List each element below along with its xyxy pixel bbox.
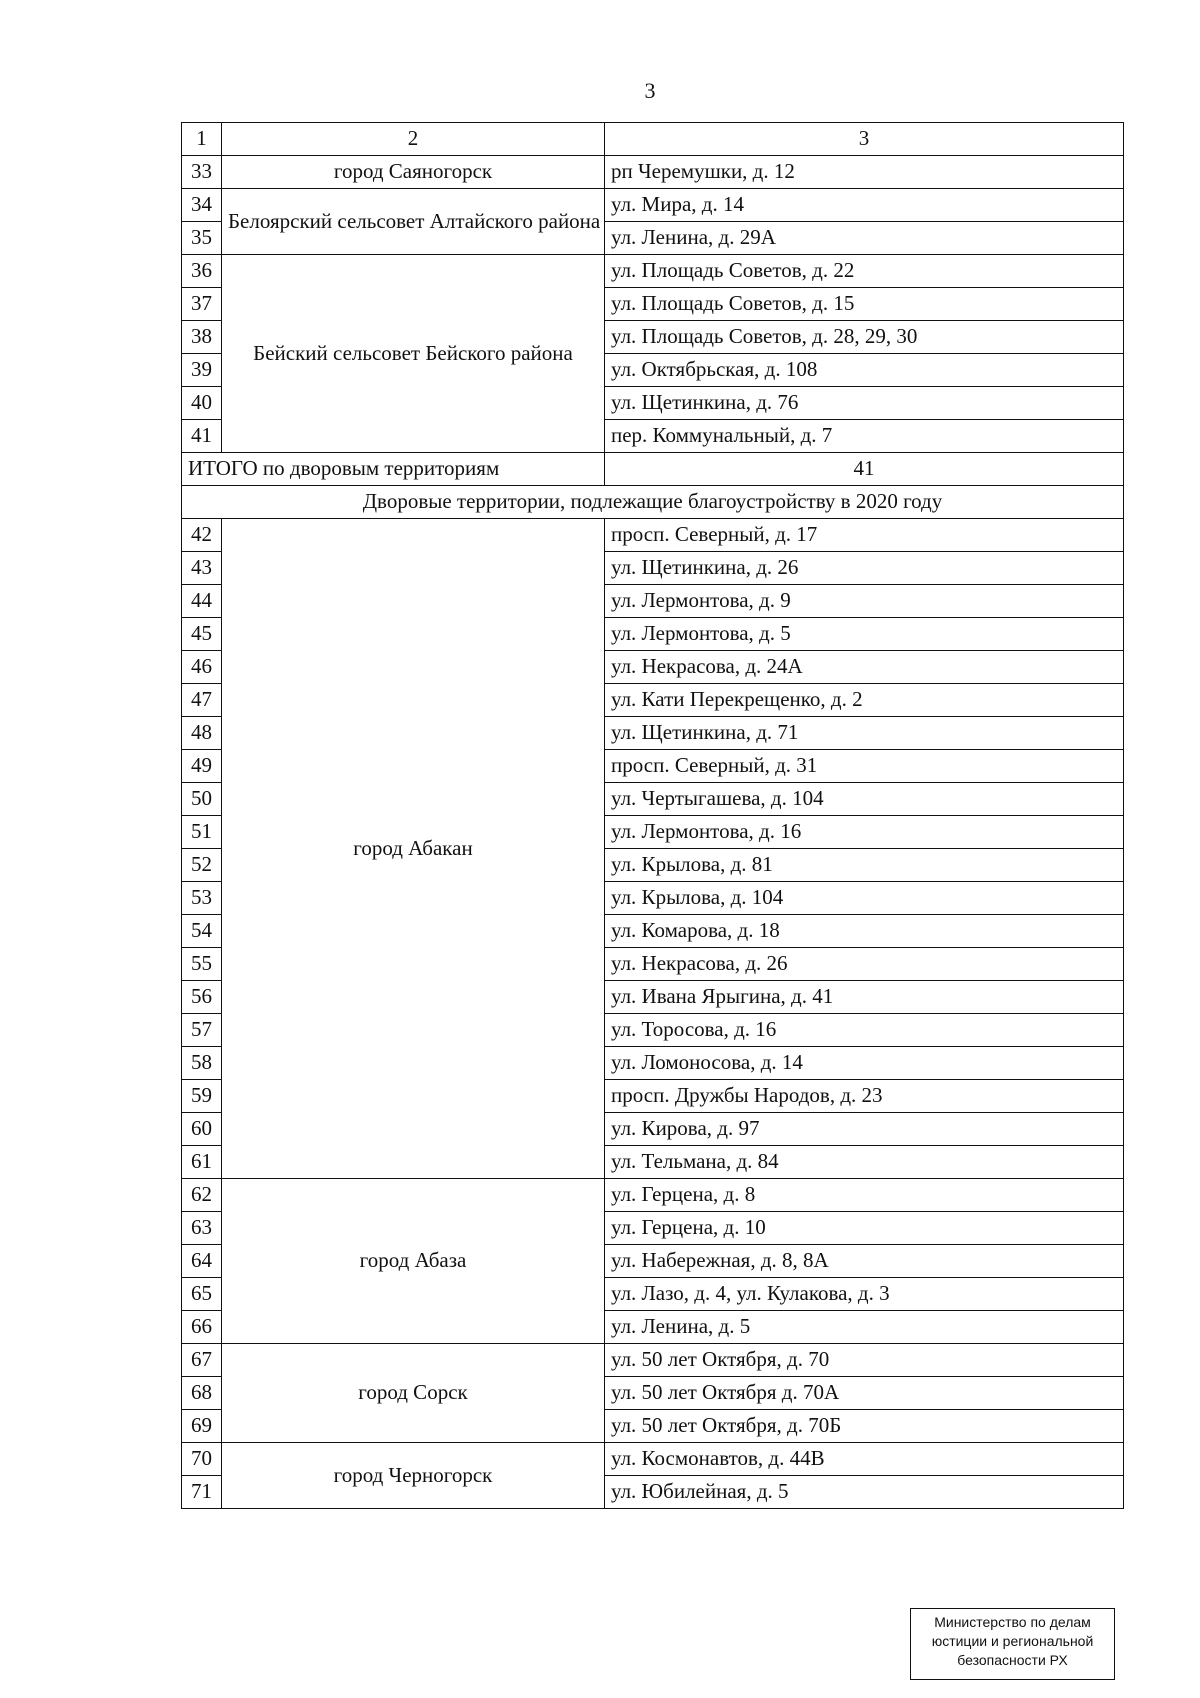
row-number: 41 [182, 420, 222, 453]
address-cell: ул. Кати Перекрещенко, д. 2 [605, 684, 1124, 717]
address-cell: ул. 50 лет Октября д. 70А [605, 1377, 1124, 1410]
row-number: 71 [182, 1476, 222, 1509]
row-number: 51 [182, 816, 222, 849]
stamp-line: безопасности РХ [957, 1652, 1068, 1668]
row-number: 35 [182, 222, 222, 255]
address-cell: просп. Дружбы Народов, д. 23 [605, 1080, 1124, 1113]
address-cell: ул. Комарова, д. 18 [605, 915, 1124, 948]
address-cell: ул. Мира, д. 14 [605, 189, 1124, 222]
address-cell: ул. Некрасова, д. 26 [605, 948, 1124, 981]
row-number: 48 [182, 717, 222, 750]
row-number: 33 [182, 156, 222, 189]
address-cell: ул. Торосова, д. 16 [605, 1014, 1124, 1047]
row-number: 52 [182, 849, 222, 882]
address-cell: ул. Кирова, д. 97 [605, 1113, 1124, 1146]
address-cell: ул. Тельмана, д. 84 [605, 1146, 1124, 1179]
address-cell: ул. Площадь Советов, д. 28, 29, 30 [605, 321, 1124, 354]
row-number: 43 [182, 552, 222, 585]
address-cell: ул. Щетинкина, д. 26 [605, 552, 1124, 585]
total-value: 41 [605, 453, 1124, 486]
table-row [182, 1179, 1124, 1212]
row-number: 49 [182, 750, 222, 783]
municipality-cell: Белоярский сельсовет Алтайского района [222, 189, 605, 255]
address-cell: ул. Ивана Ярыгина, д. 41 [605, 981, 1124, 1014]
row-number: 46 [182, 651, 222, 684]
address-cell: ул. Герцена, д. 10 [605, 1212, 1124, 1245]
address-cell: ул. Лермонтова, д. 5 [605, 618, 1124, 651]
row-number: 34 [182, 189, 222, 222]
address-cell: ул. Крылова, д. 81 [605, 849, 1124, 882]
total-row [182, 453, 1124, 486]
row-number: 56 [182, 981, 222, 1014]
header-col-3: 3 [605, 123, 1124, 156]
row-number: 67 [182, 1344, 222, 1377]
row-number: 53 [182, 882, 222, 915]
row-number: 64 [182, 1245, 222, 1278]
row-number: 61 [182, 1146, 222, 1179]
municipality-cell: город Саяногорск [222, 156, 605, 189]
row-number: 70 [182, 1443, 222, 1476]
row-number: 50 [182, 783, 222, 816]
address-cell: ул. Юбилейная, д. 5 [605, 1476, 1124, 1509]
page-number: 3 [644, 78, 656, 103]
row-number: 37 [182, 288, 222, 321]
row-number: 62 [182, 1179, 222, 1212]
address-cell: ул. Лермонтова, д. 16 [605, 816, 1124, 849]
courtyards-table [181, 122, 1124, 1509]
municipality-cell: город Сорск [222, 1344, 605, 1443]
address-cell: ул. Космонавтов, д. 44В [605, 1443, 1124, 1476]
row-number: 57 [182, 1014, 222, 1047]
municipality-cell: город Абакан [222, 519, 605, 1179]
municipality-cell: город Абаза [222, 1179, 605, 1344]
stamp-line: Министерство по делам [934, 1614, 1091, 1630]
header-col-2: 2 [222, 123, 605, 156]
row-number: 55 [182, 948, 222, 981]
address-cell: ул. Октябрьская, д. 108 [605, 354, 1124, 387]
row-number: 65 [182, 1278, 222, 1311]
address-cell: ул. Щетинкина, д. 76 [605, 387, 1124, 420]
row-number: 44 [182, 585, 222, 618]
header-col-1: 1 [182, 123, 222, 156]
address-cell: ул. Щетинкина, д. 71 [605, 717, 1124, 750]
row-number: 63 [182, 1212, 222, 1245]
header-row [182, 123, 1124, 156]
table-row [182, 1344, 1124, 1377]
row-number: 60 [182, 1113, 222, 1146]
table-row [182, 519, 1124, 552]
address-cell: рп Черемушки, д. 12 [605, 156, 1124, 189]
municipality-cell: Бейский сельсовет Бейского района [222, 255, 605, 453]
total-label: ИТОГО по дворовым территориям [182, 453, 605, 486]
address-cell: просп. Северный, д. 31 [605, 750, 1124, 783]
row-number: 68 [182, 1377, 222, 1410]
row-number: 39 [182, 354, 222, 387]
row-number: 58 [182, 1047, 222, 1080]
row-number: 66 [182, 1311, 222, 1344]
row-number: 69 [182, 1410, 222, 1443]
row-number: 38 [182, 321, 222, 354]
address-cell: ул. Некрасова, д. 24А [605, 651, 1124, 684]
row-number: 40 [182, 387, 222, 420]
municipality-cell: город Черногорск [222, 1443, 605, 1509]
section-row [182, 486, 1124, 519]
address-cell: ул. 50 лет Октября, д. 70Б [605, 1410, 1124, 1443]
row-number: 42 [182, 519, 222, 552]
address-cell: ул. Площадь Советов, д. 15 [605, 288, 1124, 321]
stamp-line: юстиции и региональной [931, 1633, 1094, 1649]
table-row [182, 255, 1124, 288]
table-row [182, 1443, 1124, 1476]
row-number: 54 [182, 915, 222, 948]
address-cell: ул. Набережная, д. 8, 8А [605, 1245, 1124, 1278]
table-row [182, 189, 1124, 222]
address-cell: ул. Чертыгашева, д. 104 [605, 783, 1124, 816]
address-cell: ул. Герцена, д. 8 [605, 1179, 1124, 1212]
address-cell: ул. Ленина, д. 5 [605, 1311, 1124, 1344]
address-cell: ул. Ломоносова, д. 14 [605, 1047, 1124, 1080]
table-row [182, 156, 1124, 189]
section-title: Дворовые территории, подлежащие благоустройству в 2020 году [182, 486, 1124, 519]
address-cell: ул. Лазо, д. 4, ул. Кулакова, д. 3 [605, 1278, 1124, 1311]
row-number: 45 [182, 618, 222, 651]
table-body [182, 123, 1124, 1509]
address-cell: ул. Ленина, д. 29А [605, 222, 1124, 255]
address-cell: пер. Коммунальный, д. 7 [605, 420, 1124, 453]
row-number: 59 [182, 1080, 222, 1113]
address-cell: ул. 50 лет Октября, д. 70 [605, 1344, 1124, 1377]
registration-stamp [910, 1608, 1115, 1680]
address-cell: ул. Лермонтова, д. 9 [605, 585, 1124, 618]
row-number: 36 [182, 255, 222, 288]
row-number: 47 [182, 684, 222, 717]
address-cell: просп. Северный, д. 17 [605, 519, 1124, 552]
address-cell: ул. Площадь Советов, д. 22 [605, 255, 1124, 288]
address-cell: ул. Крылова, д. 104 [605, 882, 1124, 915]
